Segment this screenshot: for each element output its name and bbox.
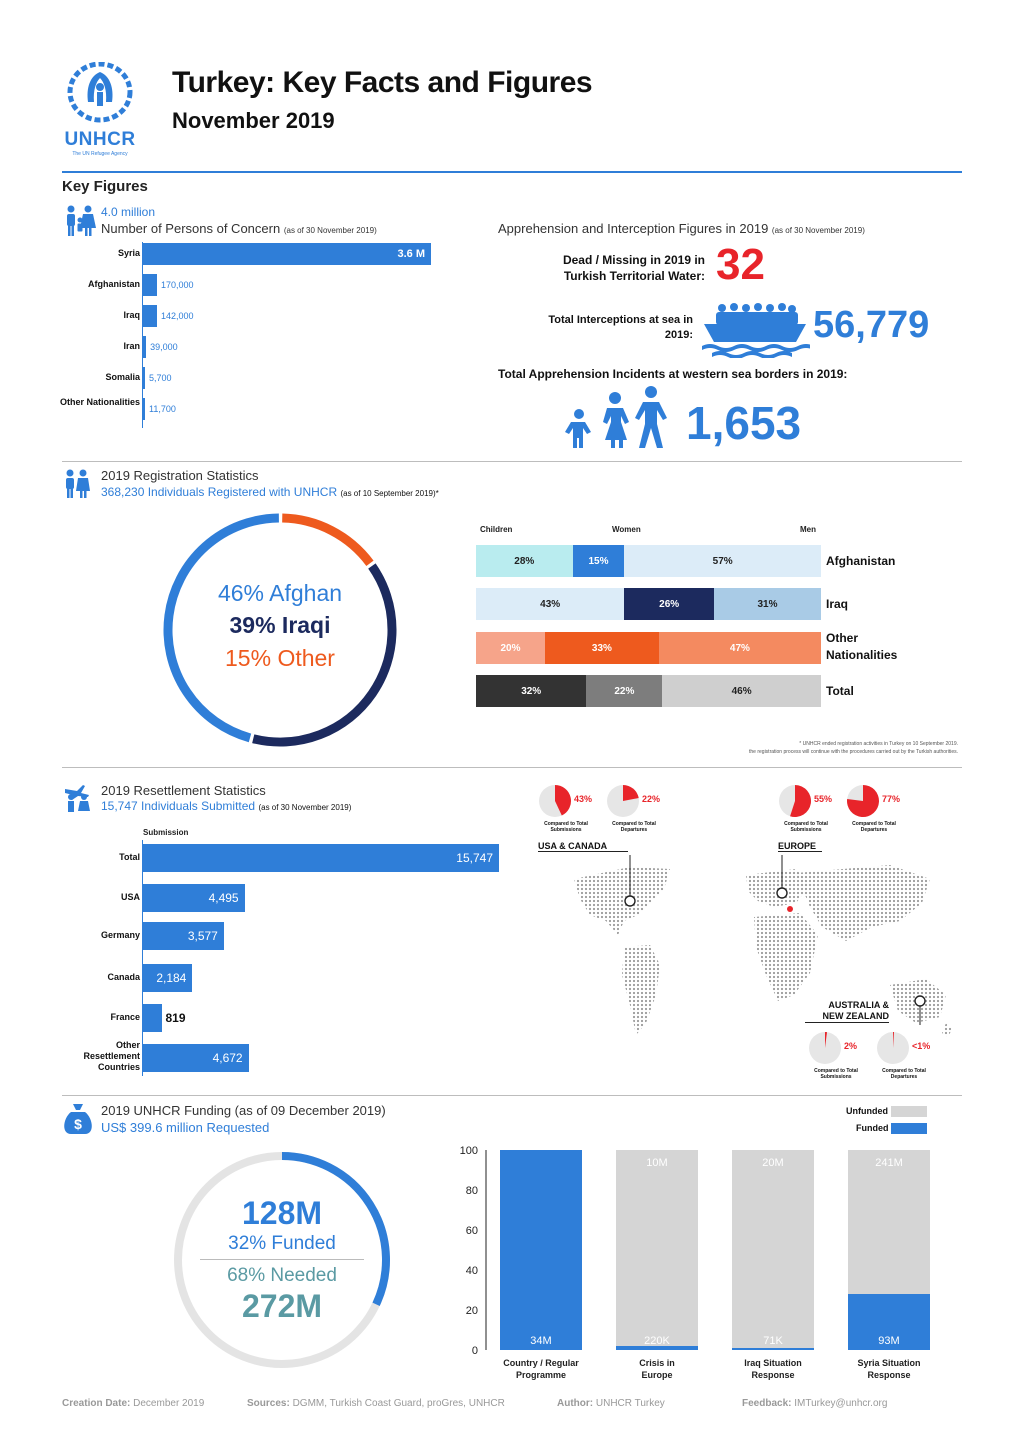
region-pie-block bbox=[808, 1031, 874, 1087]
poc-note: (as of 30 November 2019) bbox=[283, 226, 377, 235]
svg-text:$: $ bbox=[74, 1116, 82, 1132]
fund-category-label: Europe bbox=[641, 1370, 673, 1380]
region-pie-value: 77% bbox=[882, 794, 901, 804]
poc-bar-value: 5,700 bbox=[149, 373, 172, 383]
sources-value: DGMM, Turkish Coast Guard, proGres, UNHCR bbox=[292, 1398, 505, 1409]
fund-y-tick: 60 bbox=[465, 1225, 478, 1237]
author-label: Author: bbox=[557, 1398, 594, 1409]
donut-other: 15% Other bbox=[225, 645, 335, 671]
region-pie-caption: Compared to Total Departures bbox=[612, 821, 656, 833]
divider bbox=[62, 767, 962, 768]
fund-category-label: Programme bbox=[515, 1370, 567, 1380]
fund-bars bbox=[460, 1145, 930, 1380]
stack-label: Iraq bbox=[826, 597, 849, 611]
poc-category-label: Afghanistan bbox=[87, 279, 140, 289]
needed-amount: 272M bbox=[241, 1288, 323, 1324]
plane-family-icon bbox=[63, 783, 93, 818]
col-children: Children bbox=[480, 525, 513, 534]
fund-donut-arcs bbox=[178, 1156, 386, 1364]
poc-bar-value: 142,000 bbox=[161, 311, 194, 321]
resettlement-category-label: France bbox=[110, 1012, 140, 1022]
legend-funded bbox=[856, 1123, 927, 1134]
fund-category-label: Syria Situation bbox=[857, 1358, 921, 1368]
fund-category-label: Iraq Situation bbox=[744, 1358, 802, 1368]
donut-iraqi: 39% Iraqi bbox=[229, 612, 331, 638]
fund-category-label: Response bbox=[867, 1370, 911, 1380]
fund-y-tick: 20 bbox=[465, 1305, 478, 1317]
region-pie-value: <1% bbox=[912, 1041, 931, 1051]
poc-category-label: Somalia bbox=[105, 372, 140, 382]
region-pie-caption: Compared to Total Departures bbox=[882, 1068, 926, 1080]
legend-unfunded bbox=[846, 1106, 927, 1117]
fund-y-tick: 0 bbox=[471, 1345, 478, 1357]
logo-wordmark: UNHCR bbox=[64, 129, 136, 150]
poc-label-text: Number of Persons of Concern bbox=[101, 221, 281, 236]
stack-label: Total bbox=[826, 684, 854, 698]
author-value: UNHCR Turkey bbox=[595, 1398, 665, 1409]
donut-divider bbox=[200, 1259, 364, 1260]
stack-segment: 22% bbox=[586, 675, 662, 707]
page-subtitle: November 2019 bbox=[172, 108, 335, 133]
stack-label: Afghanistan bbox=[826, 554, 896, 568]
region-pie-value: 55% bbox=[814, 794, 833, 804]
apprehension-title: Apprehension and Interception Figures in 2019 bbox=[498, 221, 769, 236]
region-pie-caption: Compared to Total Departures bbox=[852, 821, 896, 833]
region-pie bbox=[808, 1031, 842, 1065]
region-pie-value: 43% bbox=[574, 794, 593, 804]
poc-category-label: Syria bbox=[117, 248, 140, 258]
fund-bar-funded bbox=[732, 1348, 814, 1350]
fund-category-label: Country / Regular bbox=[503, 1358, 579, 1368]
region-pie-block bbox=[876, 1031, 942, 1087]
poc-bar bbox=[143, 336, 146, 358]
submission-label: Submission bbox=[143, 828, 189, 837]
fund-y-tick: 40 bbox=[465, 1265, 478, 1277]
resettlement-bar-value: 15,747 bbox=[456, 851, 493, 865]
registration-subheading bbox=[101, 485, 439, 499]
resettlement-bar bbox=[143, 1004, 162, 1032]
footer-author bbox=[557, 1398, 665, 1409]
region-pie-block bbox=[606, 784, 672, 840]
resettlement-category-label: Total bbox=[119, 852, 140, 862]
footnote-line-1: * UNHCR ended registration activities in Turkey on 10 September 2019. bbox=[799, 741, 958, 747]
fund-bar-unfunded-label: 10M bbox=[646, 1157, 668, 1169]
resettlement-bar-value: 819 bbox=[165, 1011, 186, 1025]
registration-heading: 2019 Registration Statistics bbox=[101, 468, 259, 483]
region-pie-block bbox=[538, 784, 604, 840]
resettlement-category-label: Canada bbox=[107, 972, 140, 982]
region-pie bbox=[538, 784, 572, 818]
fund-bar-unfunded-label: 20M bbox=[762, 1157, 784, 1169]
poc-bar bbox=[143, 367, 145, 389]
key-figures-heading: Key Figures bbox=[62, 178, 148, 195]
family-walking-icon bbox=[563, 384, 677, 453]
registration-stack-row bbox=[476, 588, 821, 620]
registration-footnote bbox=[600, 740, 958, 756]
fund-bar-funded-label: 220K bbox=[644, 1335, 670, 1347]
poc-bar-value: 170,000 bbox=[161, 280, 194, 290]
col-women: Women bbox=[612, 525, 641, 534]
poc-bar-value: 3.6 M bbox=[397, 248, 425, 260]
fund-bar-unfunded bbox=[616, 1150, 698, 1346]
fund-bar-funded bbox=[500, 1150, 582, 1350]
fund-bar-funded-label: 93M bbox=[878, 1335, 900, 1347]
fund-y-tick: 80 bbox=[465, 1185, 478, 1197]
fund-category-label: Response bbox=[751, 1370, 795, 1380]
logo-tagline: The UN Refugee Agency bbox=[72, 151, 128, 157]
poc-category-label: Iraq bbox=[123, 310, 140, 320]
funding-subheading: US$ 399.6 million Requested bbox=[101, 1120, 270, 1135]
region-name-europe: EUROPE bbox=[778, 841, 822, 852]
resettlement-bar-chart bbox=[60, 840, 510, 1080]
unhcr-logo bbox=[60, 62, 140, 157]
fund-bar-unfunded bbox=[732, 1150, 814, 1348]
poc-category-label: Other Nationalities bbox=[60, 397, 141, 407]
poc-bar-value: 39,000 bbox=[150, 342, 178, 352]
resettlement-count: 15,747 Individuals Submitted bbox=[101, 799, 256, 813]
fund-bar-unfunded-label: 241M bbox=[875, 1157, 903, 1169]
region-pie-value: 2% bbox=[844, 1041, 858, 1051]
stack-segment: 15% bbox=[573, 545, 625, 577]
region-pie bbox=[846, 784, 880, 818]
resettlement-category-label: Other Resettlement Countries bbox=[83, 1040, 140, 1072]
divider bbox=[62, 1095, 962, 1096]
stack-segment: 43% bbox=[476, 588, 624, 620]
needed-pct: 68% Needed bbox=[227, 1265, 337, 1286]
resettlement-subheading bbox=[101, 799, 351, 813]
donut-arc-other bbox=[282, 518, 370, 563]
stack-segment: 32% bbox=[476, 675, 586, 707]
region-pie-block bbox=[778, 784, 844, 840]
poc-category-label: Iran bbox=[123, 341, 140, 351]
dead-value: 32 bbox=[716, 240, 765, 289]
region-name-aus: AUSTRALIA & NEW ZEALAND bbox=[805, 1000, 889, 1023]
poc-total: 4.0 million bbox=[101, 205, 156, 219]
region-name-us: USA & CANADA bbox=[538, 841, 628, 852]
funded-amount: 128M bbox=[241, 1195, 323, 1231]
registration-stack-row bbox=[476, 545, 821, 577]
divider bbox=[62, 171, 962, 173]
stack-segment: 20% bbox=[476, 632, 545, 664]
funding-donut bbox=[172, 1150, 392, 1370]
fund-bar-funded-label: 71K bbox=[763, 1335, 783, 1347]
poc-bar bbox=[143, 274, 157, 296]
apprehension-heading bbox=[498, 221, 865, 236]
fund-bar-unfunded bbox=[848, 1150, 930, 1294]
footer-sources bbox=[247, 1398, 505, 1409]
family-icon bbox=[63, 205, 97, 242]
registration-stack-row bbox=[476, 632, 821, 664]
donut-afghan: 46% Afghan bbox=[217, 580, 343, 606]
legend-unfunded-label: Unfunded bbox=[846, 1106, 888, 1116]
stack-segment: 26% bbox=[624, 588, 714, 620]
region-pie bbox=[778, 784, 812, 818]
region-pie-caption: Compared to Total Submissions bbox=[784, 821, 828, 833]
creation-label: Creation Date: bbox=[62, 1398, 131, 1409]
page-title: Turkey: Key Facts and Figures bbox=[172, 66, 593, 99]
people-icon bbox=[64, 469, 90, 504]
stack-segment: 31% bbox=[714, 588, 821, 620]
resettlement-category-label: Germany bbox=[100, 930, 140, 940]
intercept-value: 56,779 bbox=[813, 304, 930, 346]
funding-bar-chart bbox=[450, 1140, 950, 1390]
registration-count: 368,230 Individuals Registered with UNHCR bbox=[101, 485, 338, 499]
footnote-line-2: the registration process will continue with the procedures carried out by the Turkish authorities. bbox=[749, 749, 958, 755]
region-pie-caption: Compared to Total Submissions bbox=[544, 821, 588, 833]
sources-label: Sources: bbox=[247, 1398, 290, 1409]
funding-heading: 2019 UNHCR Funding (as of 09 December 2019) bbox=[101, 1103, 386, 1118]
funded-pct: 32% Funded bbox=[228, 1233, 336, 1254]
incidents-value: 1,653 bbox=[686, 397, 802, 449]
resettlement-bar-value: 4,495 bbox=[208, 891, 239, 905]
footer-creation bbox=[62, 1398, 204, 1409]
poc-label bbox=[101, 221, 377, 236]
feedback-value: IMTurkey@unhcr.org bbox=[794, 1398, 888, 1409]
resettlement-bar-value: 3,577 bbox=[187, 929, 218, 943]
legend-funded-swatch bbox=[891, 1123, 927, 1134]
legend-funded-label: Funded bbox=[856, 1123, 889, 1133]
registration-note: (as of 10 September 2019)* bbox=[340, 489, 439, 498]
resettlement-bar-value: 4,672 bbox=[212, 1051, 243, 1065]
incidents-label: Total Apprehension Incidents at western sea borders in 2019: bbox=[498, 367, 848, 381]
resettlement-category-label: USA bbox=[120, 892, 140, 902]
fund-y-tick: 100 bbox=[459, 1145, 478, 1157]
region-pie-block bbox=[846, 784, 912, 840]
feedback-label: Feedback: bbox=[742, 1398, 792, 1409]
fund-bar-funded-label: 34M bbox=[530, 1335, 552, 1347]
stack-segment: 47% bbox=[659, 632, 821, 664]
legend-unfunded-swatch bbox=[891, 1106, 927, 1117]
poc-bar-chart bbox=[60, 242, 460, 432]
intercept-label: Total Interceptions at sea in 2019: bbox=[548, 314, 693, 341]
creation-value: December 2019 bbox=[133, 1398, 205, 1409]
fund-category-label: Crisis in bbox=[639, 1358, 675, 1368]
region-pie-value: 22% bbox=[642, 794, 661, 804]
boat-icon bbox=[700, 298, 810, 363]
stack-segment: 28% bbox=[476, 545, 573, 577]
poc-bar bbox=[143, 398, 145, 420]
stack-segment: 46% bbox=[662, 675, 821, 707]
apprehension-note: (as of 30 November 2019) bbox=[771, 226, 865, 235]
stack-label: Other Nationalities bbox=[826, 631, 898, 662]
region-pie bbox=[876, 1031, 910, 1065]
col-men: Men bbox=[800, 525, 816, 534]
stack-segment: 33% bbox=[545, 632, 659, 664]
resettlement-axis bbox=[142, 840, 143, 1076]
money-bag-icon bbox=[63, 1102, 93, 1141]
region-pie-caption: Compared to Total Submissions bbox=[814, 1068, 858, 1080]
registration-stack-row bbox=[476, 675, 821, 707]
resettlement-heading: 2019 Resettlement Statistics bbox=[101, 783, 266, 798]
stack-segment: 57% bbox=[624, 545, 821, 577]
region-pie bbox=[606, 784, 640, 818]
resettlement-note: (as of 30 November 2019) bbox=[258, 803, 352, 812]
resettlement-bar-value: 2,184 bbox=[156, 971, 187, 985]
divider bbox=[62, 461, 962, 462]
poc-bar bbox=[143, 305, 157, 327]
dead-label: Dead / Missing in 2019 in Turkish Territorial Water: bbox=[562, 253, 705, 283]
poc-bar-value: 11,700 bbox=[149, 404, 176, 414]
footer-feedback bbox=[742, 1398, 887, 1409]
